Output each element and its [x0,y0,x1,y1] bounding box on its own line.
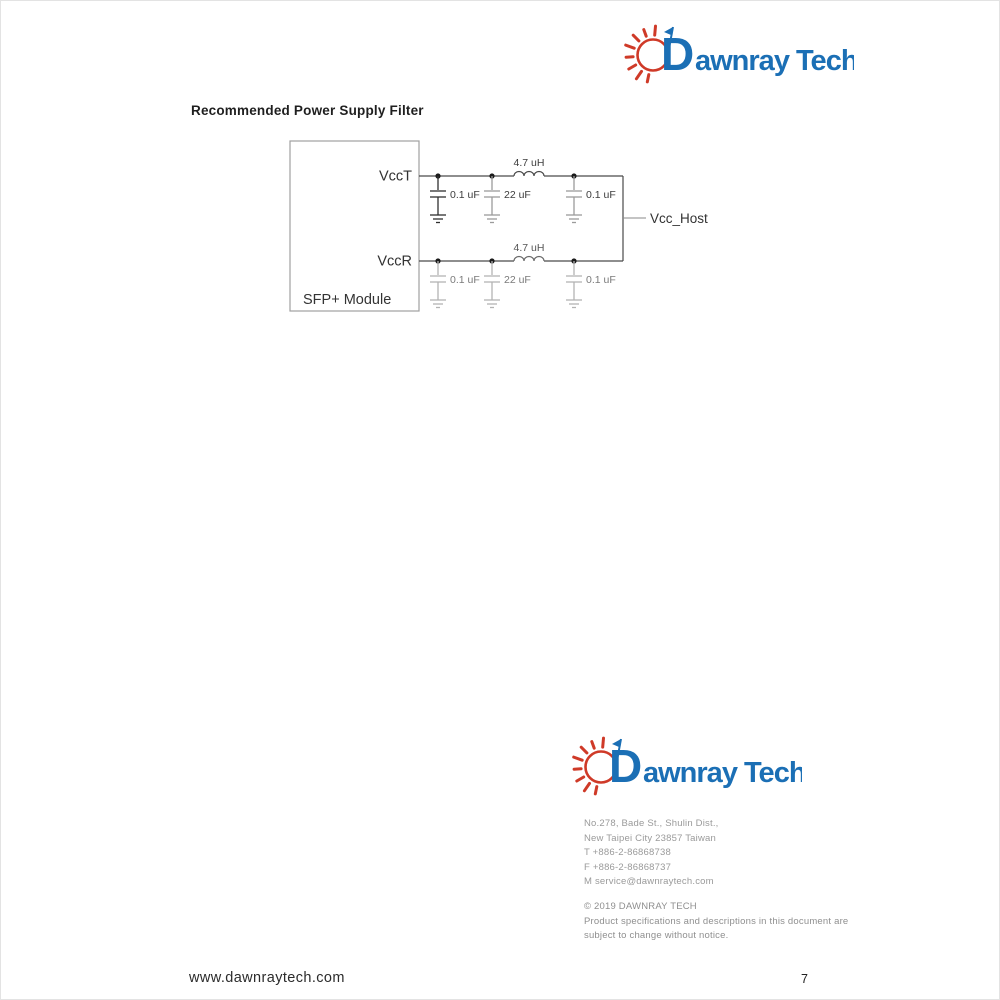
address-line-2: New Taipei City 23857 Taiwan [584,832,716,844]
power-supply-filter-schematic [281,136,731,326]
dawnray-logo-graphic [557,725,802,803]
header-logo [609,13,854,96]
module-label: SFP+ Module [303,292,392,308]
capacitor-icon-top-1 [430,176,446,223]
capacitor-icon-bottom-2 [484,261,500,308]
notice-line-2: subject to change without notice. [584,930,729,942]
cap-label-top-2: 22 uF [504,189,531,201]
inductor-icon-bottom [514,257,544,262]
inductor-icon-top [514,172,544,177]
capacitor-icon-top-3 [566,176,582,223]
cap-label-top-3: 0.1 uF [586,189,616,201]
cap-label-top-1: 0.1 uF [450,189,480,201]
email-link[interactable]: M service@dawnraytech.com [584,876,714,888]
address-line-1: No.278, Bade St., Shulin Dist., [584,818,719,829]
cap-label-bottom-3: 0.1 uF [586,274,616,286]
fax: F +886-2-86868737 [584,861,672,873]
logo-text: D awnray Tech [609,740,802,792]
page-title: Recommended Power Supply Filter [191,103,424,118]
junction-dots [435,173,576,263]
dawnray-logo-graphic [609,13,854,91]
contact-block [584,817,719,890]
inductor-label-bottom: 4.7 uH [513,242,545,254]
sfp-module-box [290,141,419,311]
pin-label-vcct: VccT [378,168,412,185]
capacitor-icon-bottom-3 [566,261,582,308]
website-link[interactable]: www.dawnraytech.com [189,970,345,986]
capacitor-icon-top-2 [484,176,500,223]
cap-label-bottom-1: 0.1 uF [450,274,480,286]
page-number: 7 [801,972,808,986]
cap-label-bottom-2: 22 uF [504,274,531,286]
telephone: T +886-2-86868738 [584,847,671,859]
vcc-host-label: Vcc_Host [650,211,708,226]
copyright-line: © 2019 DAWNRAY TECH [584,901,697,912]
copyright-block [584,900,848,944]
footer-logo [557,725,802,808]
notice-line-1: Product specifications and descriptions in this document are [584,915,849,927]
inductor-label-top: 4.7 uH [513,157,545,169]
logo-text: D awnray Tech [661,28,854,80]
pin-label-vccr: VccR [377,253,412,270]
capacitor-icon-bottom-1 [430,261,446,308]
